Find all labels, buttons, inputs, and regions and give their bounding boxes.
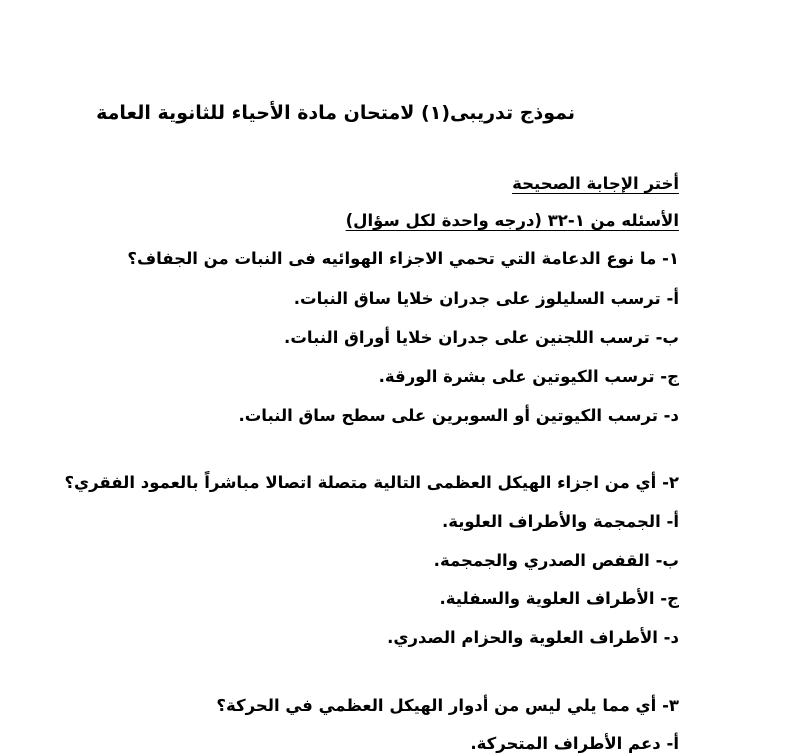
question-1-option-a: أ- ترسب السليلوز على جدران خلايا ساق النبات. <box>293 289 679 308</box>
question-2-option-a: أ- الجمجمة والأطراف العلوية. <box>441 512 679 531</box>
question-3-text: ٣- أي مما يلي ليس من أدوار الهيكل العظمي في الحركة؟ <box>216 696 679 715</box>
question-1-option-d: د- ترسب الكيوتين أو السوبرين على سطح ساق النبات. <box>238 406 679 425</box>
question-2-option-b: ب- القفص الصدري والجمجمة. <box>433 551 679 570</box>
instruction-heading: أختر الإجابة الصحيحة <box>512 174 679 193</box>
question-2-text: ٢- أي من اجزاء الهيكل العظمى التالية متصلة اتصالا مباشراً بالعمود الفقري؟ <box>64 473 679 492</box>
document-title: نموذج تدريبى(١) لامتحان مادة الأحياء للثانوية العامة <box>96 102 575 124</box>
question-1-text: ١- ما نوع الدعامة التي تحمي الاجزاء الهوائيه فى النبات من الجفاف؟ <box>127 249 679 268</box>
section-note: الأسئله من ١-٣٢ (درجه واحدة لكل سؤال) <box>345 211 679 230</box>
question-2-option-c: ج- الأطراف العلوية والسفلية. <box>439 589 679 608</box>
question-1-option-c: ج- ترسب الكيوتين على بشرة الورقة. <box>378 367 679 386</box>
question-1-option-b: ب- ترسب اللجنين على جدران خلايا أوراق النبات. <box>284 328 679 347</box>
question-2-option-d: د- الأطراف العلوية والحزام الصدري. <box>387 628 679 647</box>
question-3-option-a: أ- دعم الأطراف المتحركة. <box>470 734 679 753</box>
